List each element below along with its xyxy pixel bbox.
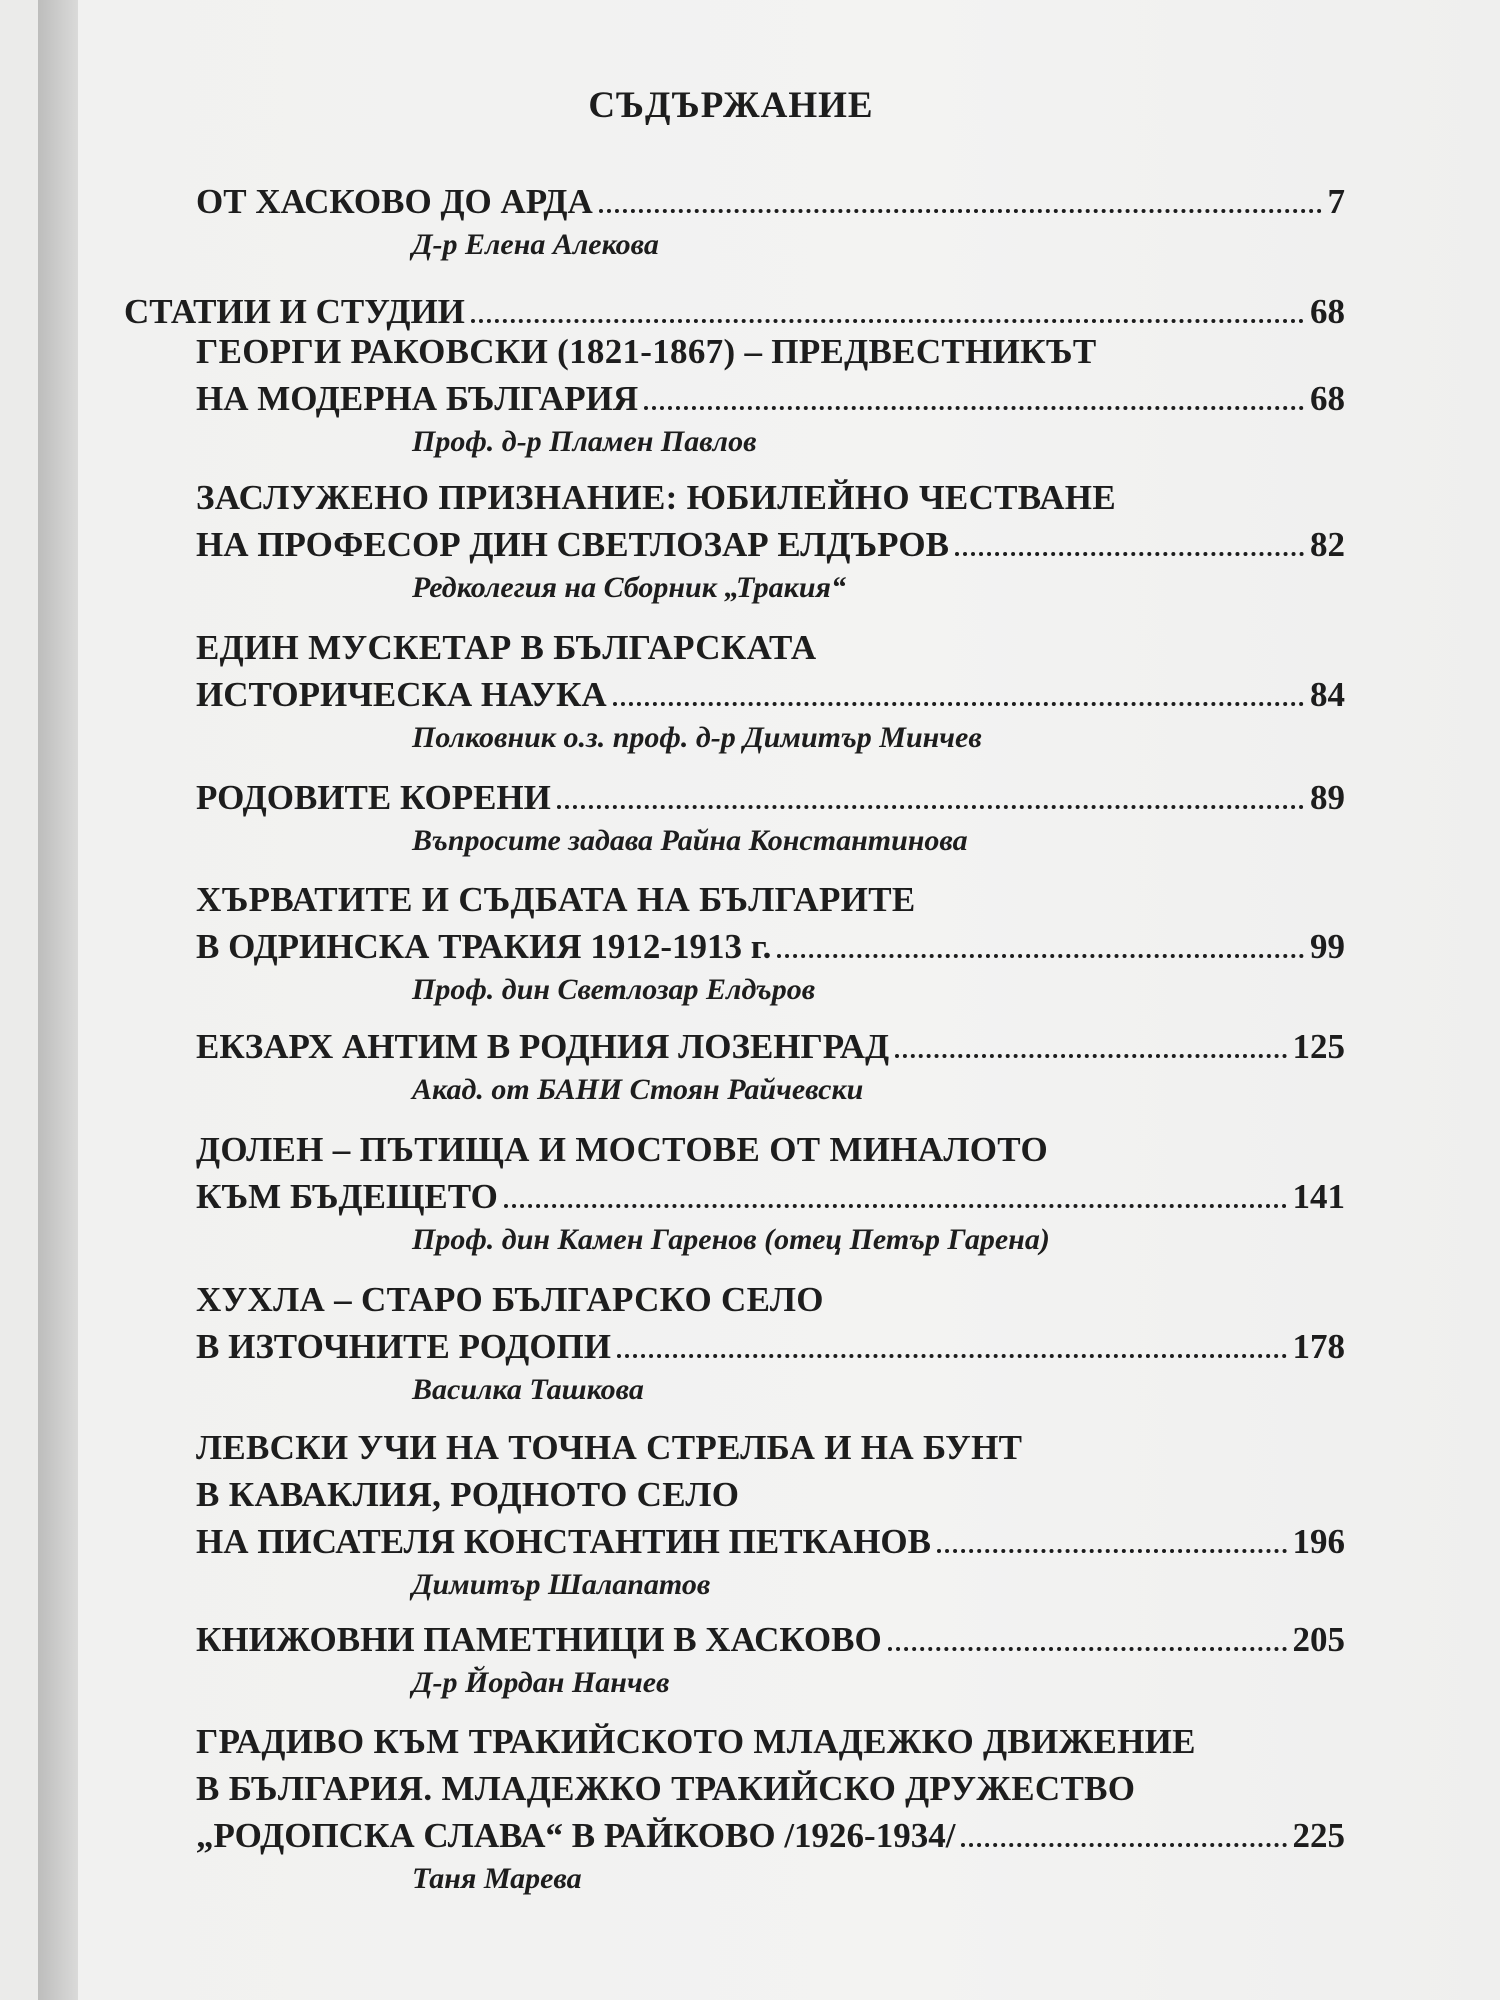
toc-entry-title-line: ЕДИН МУСКЕТАР В БЪЛГАРСКАТА <box>196 628 817 667</box>
toc-entry-leader-row <box>196 1027 1345 1067</box>
toc-entry-author: Редколегия на Сборник „Тракия“ <box>412 571 846 604</box>
toc-entry-leader-row <box>124 292 1345 332</box>
toc-entry-title-line: РОДОВИТЕ КОРЕНИ <box>196 778 551 817</box>
toc-entry-author: Полковник о.з. проф. д-р Димитър Минчев <box>412 721 982 754</box>
toc-entry-title-line: ЗАСЛУЖЕНО ПРИЗНАНИЕ: ЮБИЛЕЙНО ЧЕСТВАНЕ <box>196 478 1116 517</box>
toc-entry-author: Димитър Шалапатов <box>412 1568 711 1601</box>
toc-entry-author: Д-р Йордан Нанчев <box>412 1666 670 1699</box>
toc-entry-title-line: СТАТИИ И СТУДИИ <box>124 292 465 331</box>
dot-leader <box>613 676 1304 706</box>
toc-entry-leader-row <box>196 1522 1345 1562</box>
toc-entry-title-line: ЕКЗАРХ АНТИМ В РОДНИЯ ЛОЗЕНГРАД <box>196 1027 890 1066</box>
toc-entry-leader-row <box>196 1816 1345 1856</box>
toc-page-number: 82 <box>1310 525 1345 564</box>
toc-entry-leader-row <box>196 927 1345 967</box>
toc-page-number: 68 <box>1310 292 1345 331</box>
toc-entry-title-line: ДОЛЕН – ПЪТИЩА И МОСТОВЕ ОТ МИНАЛОТО <box>196 1130 1049 1169</box>
toc-page-number: 205 <box>1292 1620 1345 1659</box>
toc-entry-title-line: „РОДОПСКА СЛАВА“ В РАЙКОВО /1926-1934/ <box>196 1816 956 1855</box>
toc-entry-leader-row <box>196 1327 1345 1367</box>
toc-entry-leader-row <box>196 675 1345 715</box>
toc-page-number: 196 <box>1292 1522 1345 1561</box>
toc-entry-title-line: В БЪЛГАРИЯ. МЛАДЕЖКО ТРАКИЙСКО ДРУЖЕСТВО <box>196 1769 1136 1808</box>
dot-leader <box>599 183 1322 213</box>
dot-leader <box>895 1028 1286 1058</box>
dot-leader <box>888 1621 1287 1651</box>
toc-page-number: 84 <box>1310 675 1345 714</box>
toc-entry-leader-row <box>196 1620 1345 1660</box>
toc-entry-title-line: ХЪРВАТИТЕ И СЪДБАТА НА БЪЛГАРИТЕ <box>196 880 916 919</box>
toc-page-number: 89 <box>1310 778 1345 817</box>
toc-entry-author: Василка Ташкова <box>412 1373 644 1406</box>
toc-entry-title-line: КЪМ БЪДЕЩЕТО <box>196 1177 498 1216</box>
toc-page-number: 68 <box>1310 379 1345 418</box>
dot-leader <box>617 1328 1286 1358</box>
dot-leader <box>504 1178 1287 1208</box>
toc-entry-title-line: В ОДРИНСКА ТРАКИЯ 1912-1913 г. <box>196 927 772 966</box>
toc-entry-title-line: ЛЕВСКИ УЧИ НА ТОЧНА СТРЕЛБА И НА БУНТ <box>196 1428 1023 1467</box>
page-title: СЪДЪРЖАНИЕ <box>588 85 874 126</box>
toc-page-number: 99 <box>1310 927 1345 966</box>
toc-entry-leader-row <box>196 182 1345 222</box>
toc-entry-author: Проф. д-р Пламен Павлов <box>412 425 757 458</box>
toc-entry-author: Акад. от БАНИ Стоян Райчевски <box>412 1073 864 1106</box>
toc-entry-author: Д-р Елена Алекова <box>412 228 659 261</box>
toc-entry-author: Таня Марева <box>412 1862 582 1895</box>
toc-page-number: 7 <box>1327 182 1345 221</box>
toc-entry-title-line: КНИЖОВНИ ПАМЕТНИЦИ В ХАСКОВО <box>196 1620 882 1659</box>
toc-entry-title-line: НА МОДЕРНА БЪЛГАРИЯ <box>196 379 639 418</box>
dot-leader <box>471 293 1304 323</box>
toc-entry-leader-row <box>196 379 1345 419</box>
toc-entry-title-line: ИСТОРИЧЕСКА НАУКА <box>196 675 607 714</box>
toc-page-number: 125 <box>1292 1027 1345 1066</box>
toc-entry-leader-row <box>196 778 1345 818</box>
toc-entry-leader-row <box>196 525 1345 565</box>
dot-leader <box>644 380 1304 410</box>
toc-entry-author: Проф. дин Камен Гаренов (отец Петър Гарена) <box>412 1223 1050 1256</box>
dot-leader <box>937 1523 1287 1553</box>
toc-entry-title-line: В ИЗТОЧНИТЕ РОДОПИ <box>196 1327 612 1366</box>
toc-entry-title-line: НА ПРОФЕСОР ДИН СВЕТЛОЗАР ЕЛДЪРОВ <box>196 525 949 564</box>
dot-leader <box>557 779 1304 809</box>
toc-page-number: 225 <box>1292 1816 1345 1855</box>
toc-page-number: 178 <box>1292 1327 1345 1366</box>
page-gutter <box>38 0 78 2000</box>
dot-leader <box>777 928 1304 958</box>
dot-leader <box>961 1817 1286 1847</box>
toc-entry-leader-row <box>196 1177 1345 1217</box>
toc-entry-title-line: НА ПИСАТЕЛЯ КОНСТАНТИН ПЕТКАНОВ <box>196 1522 931 1561</box>
toc-entry-title-line: ГЕОРГИ РАКОВСКИ (1821-1867) – ПРЕДВЕСТНИКЪТ <box>196 332 1097 371</box>
toc-page-number: 141 <box>1292 1177 1345 1216</box>
toc-entry-author: Проф. дин Светлозар Елдъров <box>412 973 816 1006</box>
dot-leader <box>955 526 1304 556</box>
toc-entry-author: Въпросите задава Райна Константинова <box>412 824 968 857</box>
toc-entry-title-line: ОТ ХАСКОВО ДО АРДА <box>196 182 593 221</box>
toc-entry-title-line: В КАВАКЛИЯ, РОДНОТО СЕЛО <box>196 1475 740 1514</box>
toc-entry-title-line: ХУХЛА – СТАРО БЪЛГАРСКО СЕЛО <box>196 1280 824 1319</box>
toc-entry-title-line: ГРАДИВО КЪМ ТРАКИЙСКОТО МЛАДЕЖКО ДВИЖЕНИЕ <box>196 1722 1196 1761</box>
